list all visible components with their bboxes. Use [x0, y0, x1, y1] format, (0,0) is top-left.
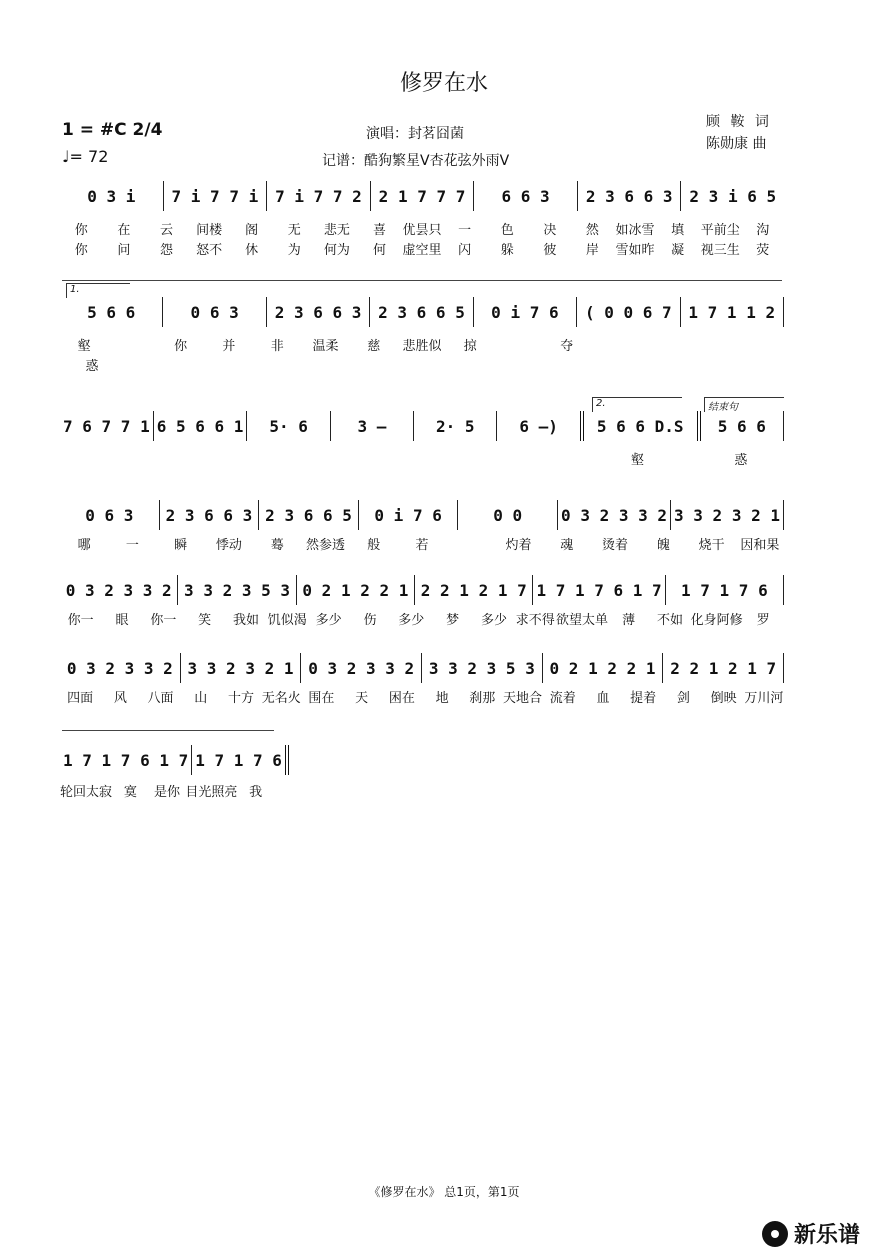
measure: 0 0: [458, 500, 558, 530]
lyric: 为: [287, 243, 301, 258]
lyric: 因和果: [740, 538, 780, 553]
lyric: 掠: [463, 339, 477, 354]
lyric: 罗: [756, 613, 770, 628]
measure: 0 i 7 6: [474, 297, 577, 327]
lyric: 多少: [480, 613, 507, 628]
lyric: [60, 449, 146, 468]
lyric: [591, 335, 639, 354]
lyric: 惑: [734, 453, 748, 468]
lyric: 何为: [323, 243, 350, 258]
lyric: 彼: [543, 243, 557, 258]
lyric: [736, 335, 784, 354]
lyric: 悸动: [215, 538, 242, 553]
lyric: 岸: [585, 243, 599, 258]
lyric: 悲胜似: [402, 339, 442, 354]
lyric: 壑: [630, 453, 644, 468]
lyric: 笑: [198, 613, 212, 628]
lyric: 十方: [227, 691, 254, 706]
site-logo[interactable]: [762, 1218, 860, 1249]
lyric: 四面: [67, 691, 94, 706]
lyric: 雪如昨: [615, 243, 655, 258]
score-title: 修罗在水: [399, 71, 488, 96]
measure: 2 3 i 6 5: [689, 186, 777, 206]
measure: 0 3 2 3 3 2: [301, 653, 422, 683]
lyric: 我如: [232, 613, 259, 628]
lyric: 视三生: [700, 243, 740, 258]
measure: 0 i 7 6: [359, 500, 459, 530]
lyricist-credit: 顾 鞍 词: [706, 114, 772, 130]
lyric: 闪: [458, 243, 472, 258]
measure: 2 3 6 6 5: [370, 297, 473, 327]
measure: 0 6 3: [163, 297, 266, 327]
lyrics-verse-1: [60, 219, 784, 238]
measure: 0 2 1 2 2 1: [297, 575, 415, 605]
measure: 7 i 7 7 2: [267, 181, 371, 211]
lyric: 若: [415, 538, 429, 553]
lyric: 是你: [153, 785, 180, 800]
lyric: 多少: [315, 613, 342, 628]
lyric: [146, 449, 232, 468]
measure: 2 3 6 6 3: [267, 297, 370, 327]
measure: 2 3 6 6 5: [259, 500, 359, 530]
lyric: 你一: [150, 613, 177, 628]
lyric: 伤: [363, 613, 377, 628]
staff-row: [60, 500, 784, 530]
lyric: [491, 449, 577, 468]
lyric: 魄: [656, 538, 670, 553]
lyric: [687, 335, 735, 354]
lyrics-verse-1: [60, 687, 784, 706]
lyric: 阁: [245, 223, 259, 238]
lyric: 流着: [549, 691, 576, 706]
measure: 0 6 3: [60, 500, 160, 530]
lyric: 天: [355, 691, 369, 706]
lyric: 色: [500, 223, 514, 238]
lyric: 欲望太单: [555, 613, 608, 628]
lyric: 血: [596, 691, 610, 706]
measure: 1 7 1 7 6: [192, 745, 289, 775]
lyric: 倒映: [710, 691, 737, 706]
measure: 3 3 2 3 5 3: [178, 575, 296, 605]
measure: 5 6 6: [701, 411, 784, 441]
lyric: 化身阿修: [690, 613, 743, 628]
measure: 2 2 1 2 1 7: [415, 575, 533, 605]
volta-1: 1.: [66, 283, 130, 298]
measure: 7 i 7 7 i: [164, 181, 268, 211]
staff-row: [60, 745, 282, 775]
lyric: 休: [245, 243, 259, 258]
lyric: 虚空里: [402, 243, 442, 258]
lyric: 平前尘: [700, 223, 740, 238]
volta-2: 2.: [592, 397, 682, 412]
measure: 2· 5: [414, 411, 497, 441]
measure: 7 6 7 7 1: [60, 411, 154, 441]
lyrics-verse-1: [60, 449, 784, 468]
measure: 5· 6: [247, 411, 330, 441]
lyric: 目光照亮: [185, 785, 238, 800]
lyric: 间楼: [196, 223, 223, 238]
measure: ( 0 0 6 7: [577, 297, 680, 327]
lyric: 凝: [671, 243, 685, 258]
lyric: 怨: [159, 243, 173, 258]
lyric: 并: [222, 339, 236, 354]
lyric: 沟: [756, 223, 770, 238]
lyric: [319, 449, 405, 468]
lyric: 温柔: [312, 339, 339, 354]
lyric: 优昙只: [402, 223, 442, 238]
lyric: 围在: [308, 691, 335, 706]
lyric: 提着: [630, 691, 657, 706]
lyric: 你一: [67, 613, 94, 628]
lyric: 困在: [388, 691, 415, 706]
lyric: 眼: [115, 613, 129, 628]
lyric: 瞬: [174, 538, 188, 553]
tempo-marking: ♩= 72: [62, 147, 109, 166]
lyric: 轮回太寂: [60, 785, 113, 800]
measure: 5 6 6 D.S: [584, 411, 701, 441]
lyric: [108, 335, 156, 354]
lyric: 魂: [560, 538, 574, 553]
measure: 5 6 6: [60, 297, 163, 327]
measure: 0 3 2 3 3 2: [60, 653, 181, 683]
lyric: 躲: [500, 243, 514, 258]
measure: 2 3 6 6 3: [578, 181, 682, 211]
measure: 1 7 1 7 6 1 7: [60, 745, 192, 775]
lyric: 烧干: [698, 538, 725, 553]
lyric: 般: [367, 538, 381, 553]
lyrics-verse-2: [60, 239, 784, 258]
lyric: [446, 534, 494, 553]
lyric: 风: [113, 691, 127, 706]
staff-row: [60, 411, 784, 441]
lyrics-verse-1: [60, 534, 784, 553]
lyric: [232, 449, 318, 468]
lyric: 无名火: [261, 691, 301, 706]
staff-row: [60, 297, 784, 327]
lyric: 蓦: [270, 538, 284, 553]
lyric: 喜: [372, 223, 386, 238]
lyric: 八面: [147, 691, 174, 706]
lyric: 万川河: [744, 691, 784, 706]
final-bracket-line: [62, 730, 274, 731]
staff-row: [60, 181, 784, 211]
lyric: [494, 335, 542, 354]
lyric: [405, 449, 491, 468]
lyric: 烫着: [602, 538, 629, 553]
lyric: 然参透: [305, 538, 345, 553]
lyric: 一: [458, 223, 472, 238]
measure: 0 3 2 3 3 2: [60, 575, 178, 605]
lyric: 无: [287, 223, 301, 238]
lyric: 寞: [123, 785, 137, 800]
lyric: 一: [125, 538, 139, 553]
singer-credit: 演唱：封茗囧菌: [366, 126, 464, 142]
lyric: 天地合: [503, 691, 543, 706]
lyrics-verse-1: [60, 335, 784, 354]
volta-bracket-line: [62, 280, 782, 281]
lyrics-verse-1: [60, 781, 274, 800]
lyric: 我: [249, 785, 263, 800]
record-icon: [762, 1221, 788, 1247]
lyric: 刹那: [469, 691, 496, 706]
lyric: [639, 335, 687, 354]
measure: 3 3 2 3 2 1: [671, 500, 784, 530]
lyric: 云: [159, 223, 173, 238]
composer-credit: 陈勋康 曲: [706, 136, 767, 152]
staff-row: [60, 653, 784, 683]
lyric: 薄: [622, 613, 636, 628]
lyric: 饥似渴: [267, 613, 307, 628]
measure: 1 7 1 7 6: [666, 575, 784, 605]
lyric: 山: [194, 691, 208, 706]
measure: 0 3 i: [60, 181, 164, 211]
lyric: 填: [671, 223, 685, 238]
measure: 0 2 1 2 2 1: [543, 653, 664, 683]
ending-label: 结束句: [704, 397, 784, 412]
measure: 2 3 6 6 3: [160, 500, 260, 530]
lyric: 不如: [656, 613, 683, 628]
measure: 2 2 1 2 1 7: [663, 653, 784, 683]
lyric: 你: [74, 223, 88, 238]
lyric: 惑: [85, 359, 99, 374]
measure: 1 7 1 1 2: [681, 297, 784, 327]
key-signature: 1 = #C 2/4: [62, 120, 163, 140]
measure: 3 –: [331, 411, 414, 441]
measure: 1 7 1 7 6 1 7: [533, 575, 665, 605]
lyric: 剑: [676, 691, 690, 706]
lyric: 问: [117, 243, 131, 258]
measure: 6 5 6 6 1: [154, 411, 248, 441]
lyric: 非: [270, 339, 284, 354]
lyric: 你: [174, 339, 188, 354]
lyric: 悲无: [323, 223, 350, 238]
notation-credit: 记谱：酷狗繁星V杏花弦外雨V: [322, 153, 510, 169]
lyric: 壑: [77, 339, 91, 354]
page-footer: 《修罗在水》 总1页，第1页: [368, 1185, 520, 1199]
measure: 6 6 3: [474, 181, 578, 211]
measure: 0 3 2 3 3 2: [558, 500, 671, 530]
lyrics-verse-1: [60, 609, 784, 628]
lyric: 怒不: [196, 243, 223, 258]
lyric: 梦: [446, 613, 460, 628]
lyric: 哪: [77, 538, 91, 553]
lyric: 在: [117, 223, 131, 238]
lyric: 地: [435, 691, 449, 706]
lyric: 你: [74, 243, 88, 258]
lyric: 夺: [560, 339, 574, 354]
lyric: 如冰雪: [615, 223, 655, 238]
lyric: 荧: [756, 243, 770, 258]
lyric: 然: [585, 223, 599, 238]
lyric: 求不得: [515, 613, 555, 628]
measure: 6 –): [497, 411, 583, 441]
lyric: 何: [372, 243, 386, 258]
lyric: 灼着: [505, 538, 532, 553]
lyric: 决: [543, 223, 557, 238]
measure: 2 1 7 7 7: [371, 181, 475, 211]
lyric: 慈: [367, 339, 381, 354]
lyrics-verse-2: [60, 355, 784, 374]
measure: 3 3 2 3 2 1: [181, 653, 302, 683]
staff-row: [60, 575, 784, 605]
logo-text: 新乐谱: [794, 1223, 861, 1248]
measure: 3 3 2 3 5 3: [422, 653, 543, 683]
lyric: 多少: [398, 613, 425, 628]
